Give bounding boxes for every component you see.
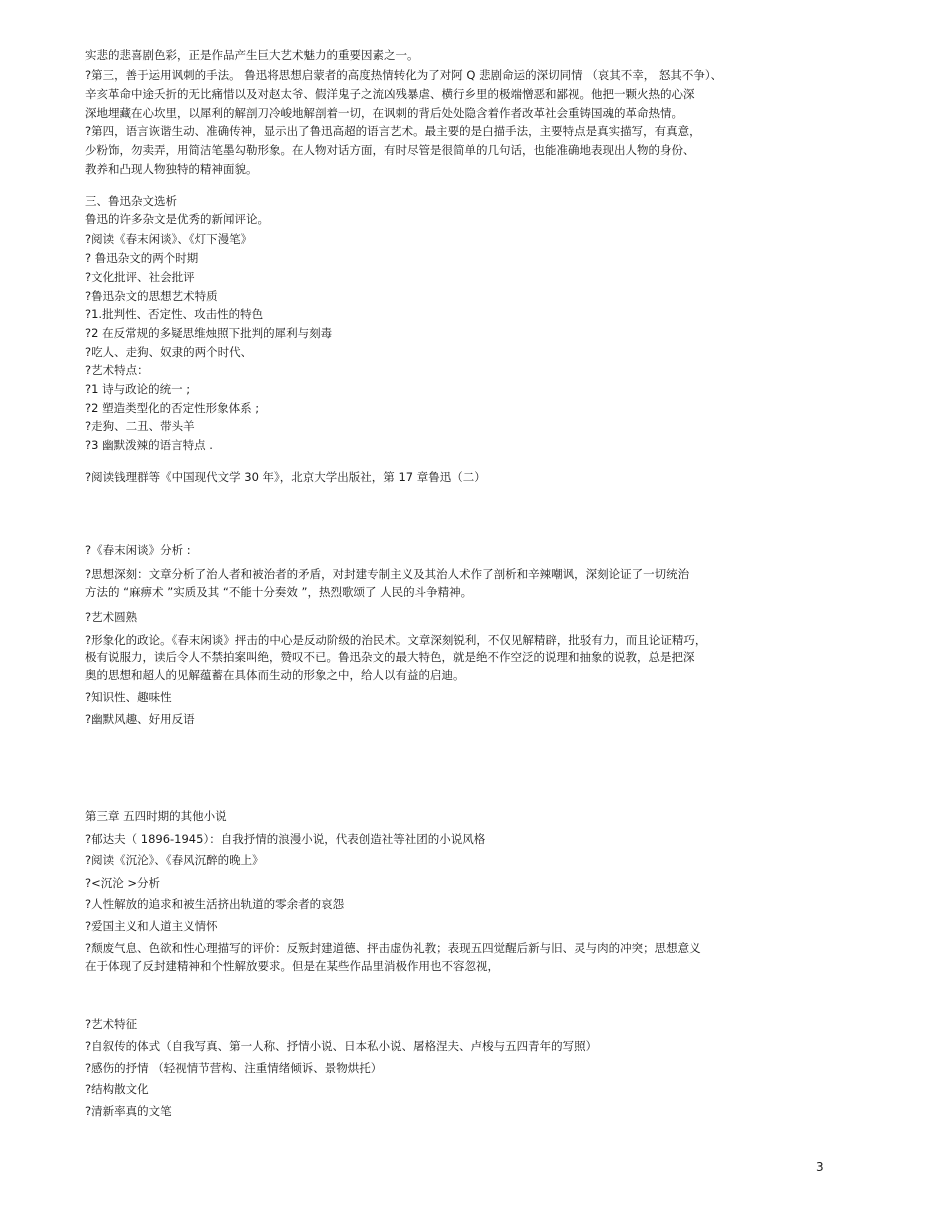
text-line: ?自叙传的体式（自我写真、第一人称、抒情小说、日本私小说、屠格涅夫、卢梭与五四青年的写照） bbox=[85, 1039, 598, 1053]
text-line: ? 鲁迅杂文的两个时期 bbox=[85, 251, 199, 265]
text-line: ?爱国主义和人道主义情怀 bbox=[85, 919, 218, 933]
text-line: ?吃人、走狗、奴隶的两个时代、 bbox=[85, 345, 253, 359]
text-line: ?艺术圆熟 bbox=[85, 610, 138, 624]
text-line: ?1 诗与政论的统一 ; bbox=[85, 382, 191, 396]
text-line: ?2 在反常规的多疑思维烛照下批判的犀利与刻毒 bbox=[85, 326, 333, 340]
text-line: 教养和凸现人物独特的精神面貌。 bbox=[85, 162, 258, 176]
text-line: ?2 塑造类型化的否定性形象体系 ; bbox=[85, 401, 260, 415]
text-line: ?思想深刻：文章分析了治人者和被治者的矛盾，对封建专制主义及其治人术作了剖析和辛辣嘲讽，深刻论证了一切统治 bbox=[85, 567, 690, 581]
text-line: ?《春末闲谈》分析 : bbox=[85, 543, 191, 557]
text-line: ?第四，语言诙谐生动、准确传神，显示出了鲁迅高超的语言艺术。最主要的是白描手法，主要特点是真实描写，有真意， bbox=[85, 124, 701, 138]
text-line: ?艺术特点： bbox=[85, 363, 149, 377]
text-line: 实悲的悲喜剧色彩，正是作品产生巨大艺术魅力的重要因素之一。 bbox=[85, 48, 419, 62]
text-line: ?阅读钱理群等《中国现代文学 30 年》，北京大学出版社，第 17 章鲁迅（二） bbox=[85, 470, 486, 484]
text-line: ?<沉沦 >分析 bbox=[85, 876, 161, 890]
text-line: ?颓废气息、色欲和性心理描写的评价：反叛封建道德、抨击虚伪礼教；表现五四觉醒后新与旧、灵与肉的冲突；思想意义 bbox=[85, 941, 701, 955]
text-line: ?幽默风趣、好用反语 bbox=[85, 712, 195, 726]
text-line: ?走狗、二丑、带头羊 bbox=[85, 419, 195, 433]
text-line: ?结构散文化 bbox=[85, 1082, 149, 1096]
page-number: 3 bbox=[816, 1160, 824, 1174]
text-line: 鲁迅的许多杂文是优秀的新闻评论。 bbox=[85, 212, 269, 226]
text-line: ?形象化的政论。《春末闲谈》抨击的中心是反动阶级的治民术。文章深刻锐利，不仅见解精辟，批驳有力，而且论证精巧， bbox=[85, 633, 707, 647]
text-line: ?鲁迅杂文的思想艺术特质 bbox=[85, 289, 218, 303]
text-line: ?第三，善于运用讽刺的手法。 鲁迅将思想启蒙者的高度热情转化为了对阿 Q 悲剧命运的深切同情 （哀其不幸， 怒其不争）、 bbox=[85, 68, 723, 82]
text-line: 方法的 “麻痹术 ”实质及其 “不能十分奏效 ”，热烈歌颂了 人民的斗争精神。 bbox=[85, 585, 473, 599]
text-line: ?知识性、趣味性 bbox=[85, 690, 172, 704]
text-line: ?1.批判性、否定性、攻击性的特色 bbox=[85, 307, 264, 321]
text-line: ?文化批评、社会批评 bbox=[85, 270, 195, 284]
text-line: ?人性解放的追求和被生活挤出轨道的零余者的哀怨 bbox=[85, 897, 345, 911]
text-line: ?阅读《春末闲谈》、《灯下漫笔》 bbox=[85, 232, 253, 246]
text-line: 辛亥革命中途夭折的无比痛惜以及对赵太爷、假洋鬼子之流凶残暴虐、横行乡里的极端憎恶和鄙视。他把一颗火热的心深 bbox=[85, 87, 695, 101]
text-line: ?3 幽默泼辣的语言特点 . bbox=[85, 438, 213, 452]
text-line: 极有说服力，读后令人不禁拍案叫绝，赞叹不已。鲁迅杂文的最大特色，就是绝不作空泛的说理和抽象的说教，总是把深 bbox=[85, 650, 695, 664]
section-heading: 三、鲁迅杂文选析 bbox=[85, 194, 177, 208]
text-line: ?阅读《沉沦》、《春风沉醉的晚上》 bbox=[85, 853, 264, 867]
text-line: 少粉饰，勿卖弄，用简洁笔墨勾勒形象。在人物对话方面，有时尽管是很简单的几句话，也能准确地表现出人物的身份、 bbox=[85, 143, 695, 157]
text-line: ?清新率真的文笔 bbox=[85, 1104, 172, 1118]
text-line: ?感伤的抒情 （轻视情节营构、注重情绪倾诉、景物烘托） bbox=[85, 1061, 383, 1075]
text-line: 奥的思想和超人的见解蕴蓄在具体而生动的形象之中，给人以有益的启迪。 bbox=[85, 668, 465, 682]
text-line: ?郁达夫（ 1896-1945）：自我抒情的浪漫小说，代表创造社等社团的小说风格 bbox=[85, 832, 486, 846]
chapter-heading: 第三章 五四时期的其他小说 bbox=[85, 809, 227, 823]
text-line: 在于体现了反封建精神和个性解放要求。但是在某些作品里消极作用也不容忽视， bbox=[85, 959, 499, 973]
text-line: 深地埋藏在心坎里，以犀利的解剖刀冷峻地解剖着一切，在讽刺的背后处处隐含着作者改革社会重铸国魂的革命热情。 bbox=[85, 106, 683, 120]
text-line: ?艺术特征 bbox=[85, 1017, 138, 1031]
